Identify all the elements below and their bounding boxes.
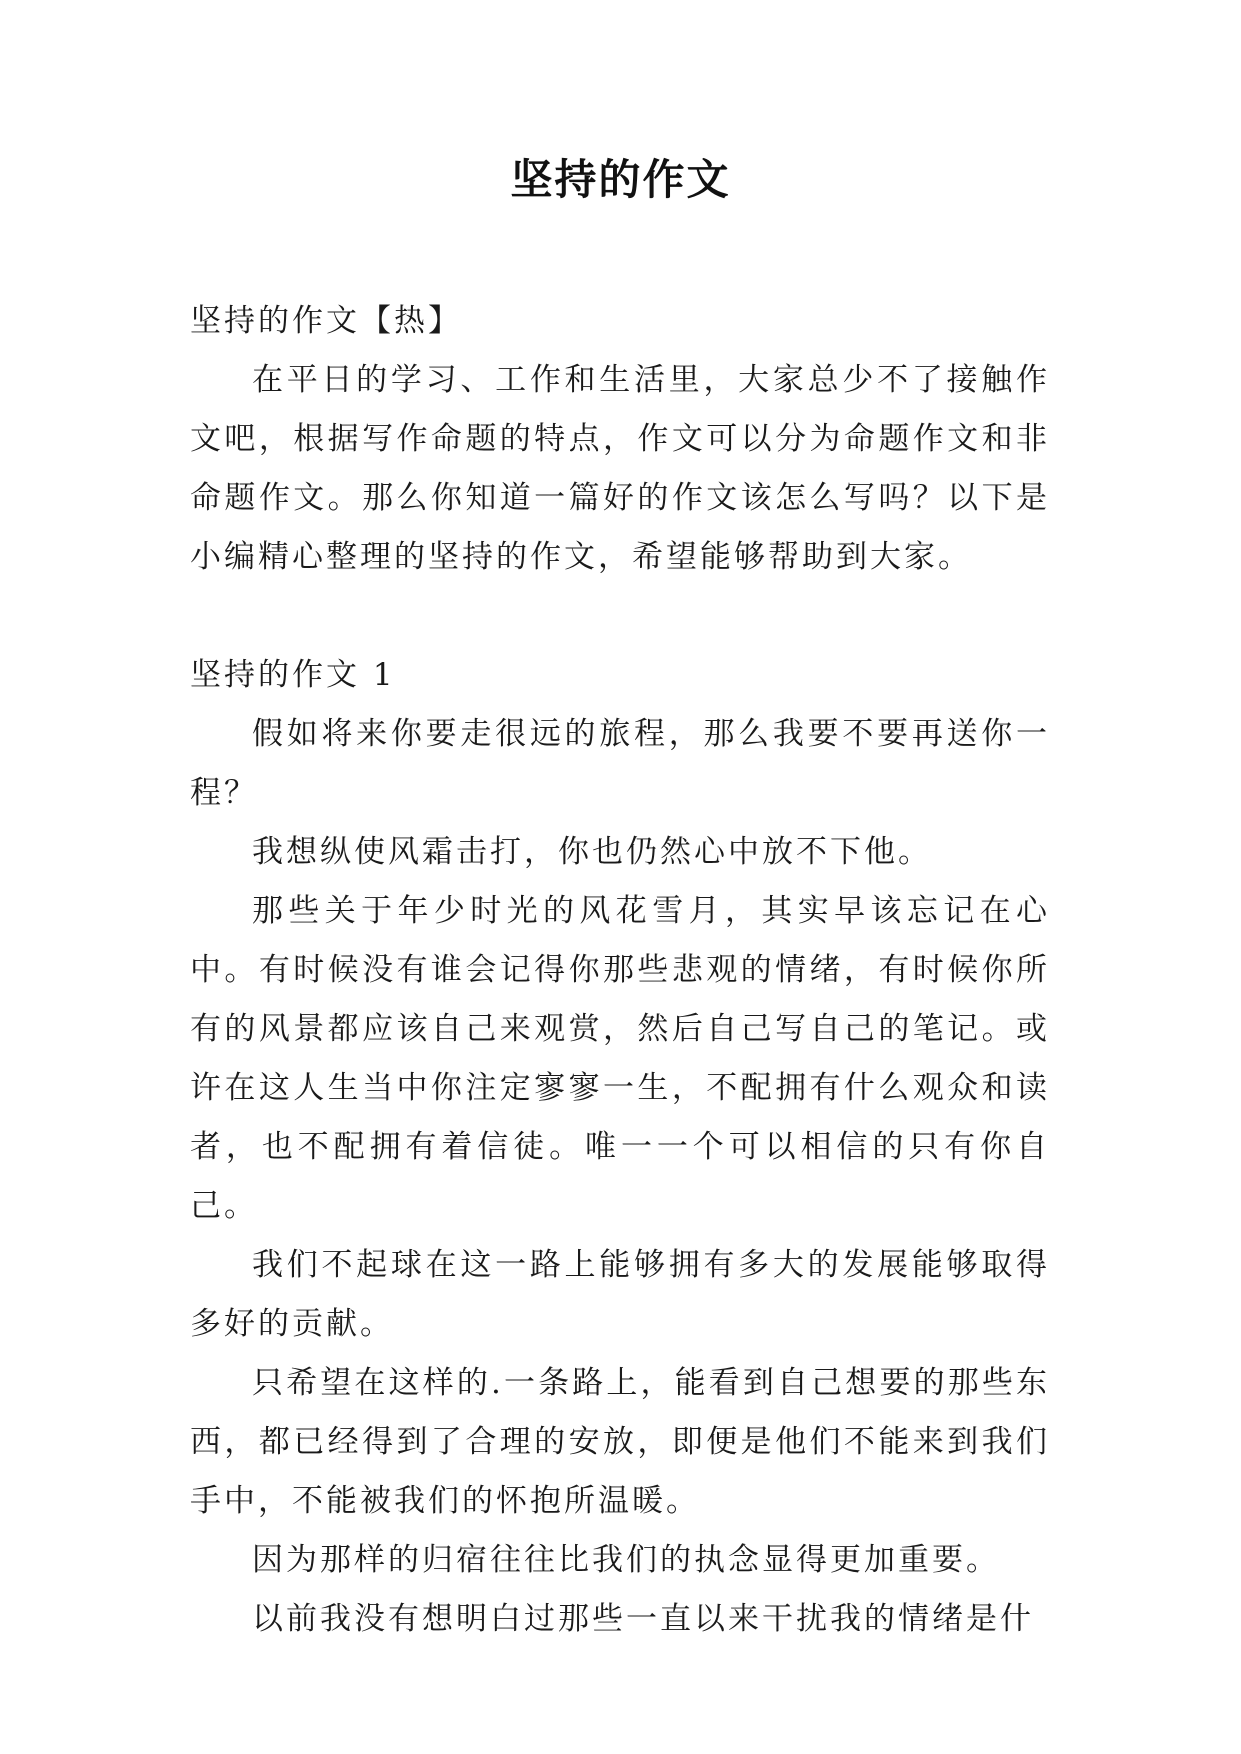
paragraph: 那些关于年少时光的风花雪月，其实早该忘记在心中。有时候没有谁会记得你那些悲观的情绪，有时候你所有的风景都应该自己来观赏，然后自己写自己的笔记。或许在这人生当中你注定寥寥一生，不配拥有什么观众和读者，也不配拥有着信徒。唯一一个可以相信的只有你自己。 <box>190 893 1050 1224</box>
paragraph: 我们不起球在这一路上能够拥有多大的发展能够取得多好的贡献。 <box>190 1247 1050 1342</box>
paragraph: 因为那样的归宿往往比我们的执念显得更加重要。 <box>252 1542 1000 1578</box>
paragraph: 我想纵使风霜击打，你也仍然心中放不下他。 <box>252 834 932 870</box>
document-title: 坚持的作文 <box>510 155 731 204</box>
section-gap <box>190 587 1050 646</box>
paragraph: 以前我没有想明白过那些一直以来干扰我的情绪是什 <box>252 1601 1034 1637</box>
intro-paragraph: 在平日的学习、工作和生活里，大家总少不了接触作文吧，根据写作命题的特点，作文可以分为命题作文和非命题作文。那么你知道一篇好的作文该怎么写吗？以下是小编精心整理的坚持的作文，希望能够帮助到大家。 <box>190 362 1050 575</box>
section-heading: 坚持的作文 1 <box>190 657 396 693</box>
intro-heading: 坚持的作文【热】 <box>190 303 462 339</box>
document-body <box>190 292 1050 1649</box>
paragraph: 假如将来你要走很远的旅程，那么我要不要再送你一程？ <box>190 716 1050 811</box>
paragraph: 只希望在这样的.一条路上，能看到自己想要的那些东西，都已经得到了合理的安放，即便是他们不能来到我们手中，不能被我们的怀抱所温暖。 <box>190 1365 1050 1519</box>
